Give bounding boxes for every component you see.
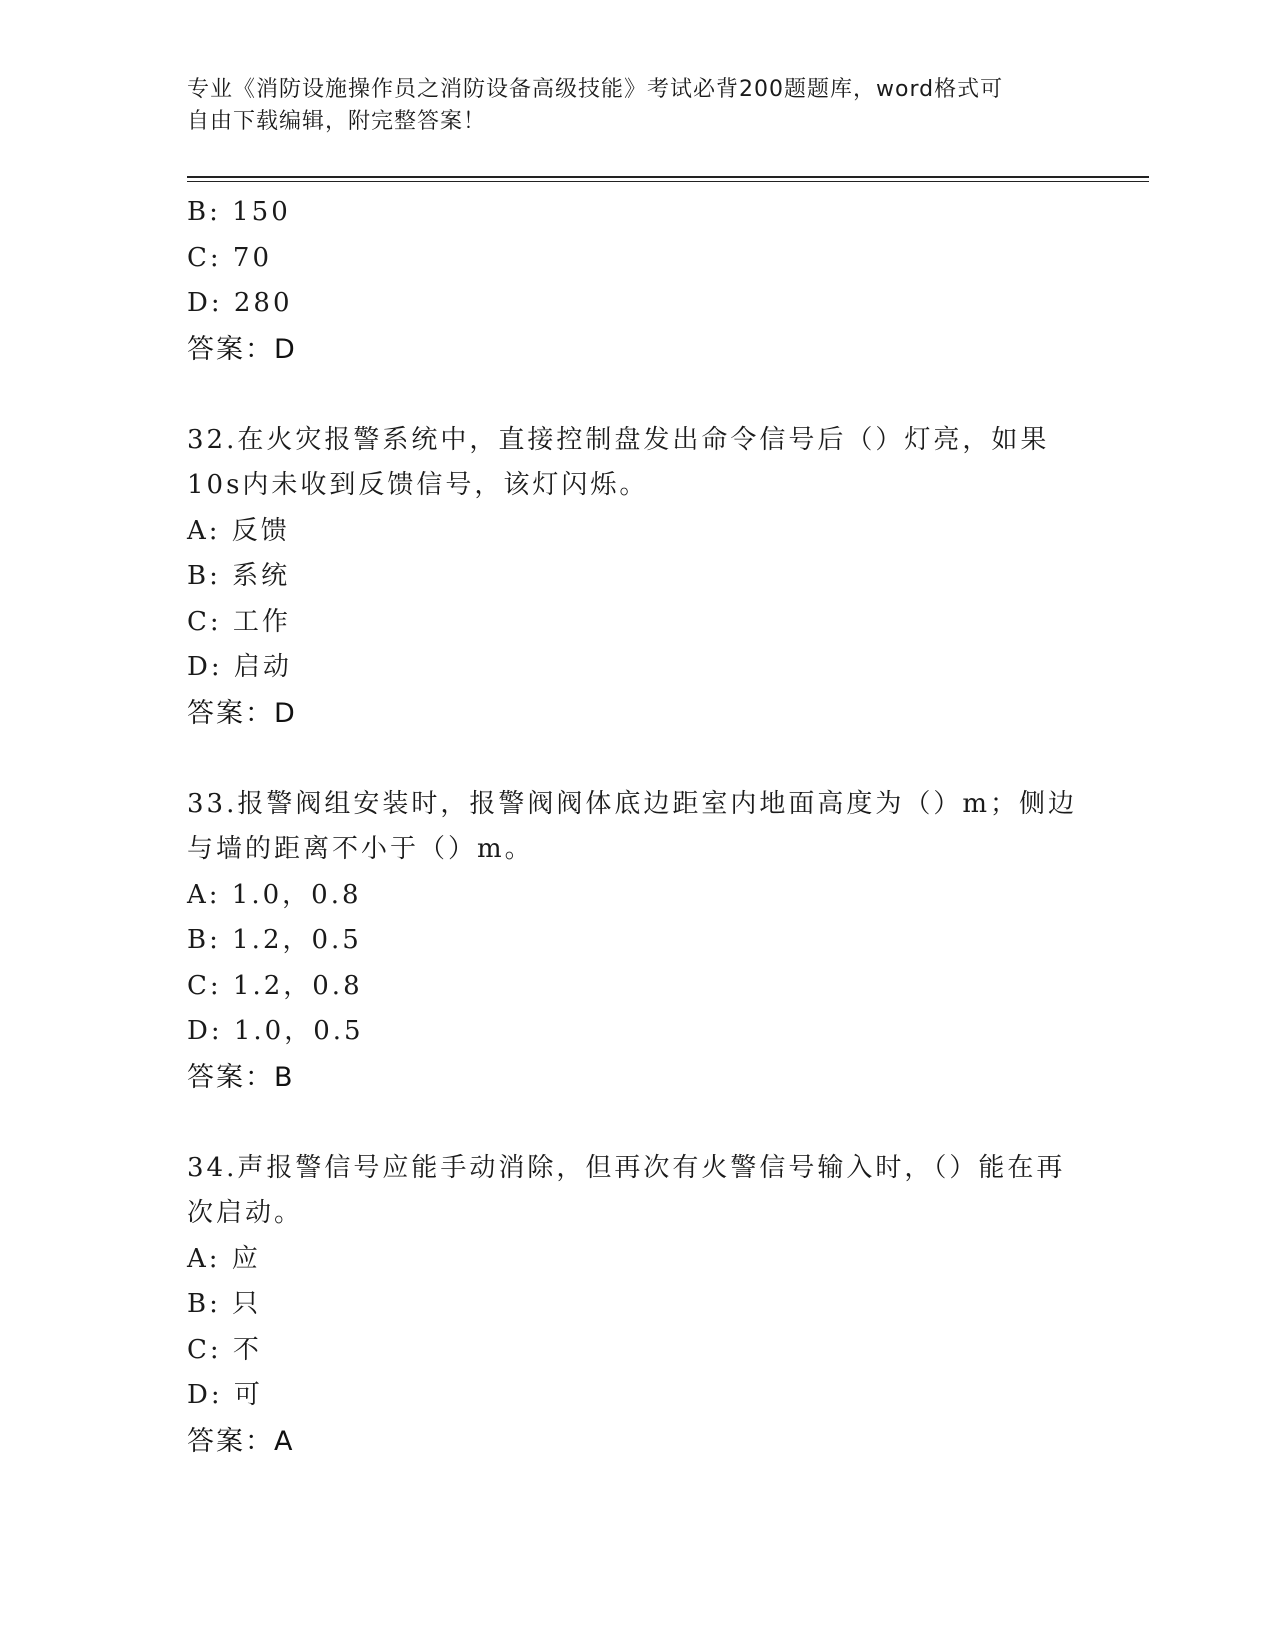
question-list	[187, 190, 1087, 1464]
question-stem-line-2: 10s内未收到反馈信号，该灯闪烁。	[187, 470, 649, 500]
header-title-line-2: 自由下载编辑，附完整答案！	[187, 109, 487, 134]
option-d: D: 可	[187, 1380, 263, 1410]
option-b: B: 只	[187, 1289, 262, 1319]
option-d: D: 1.0，0.5	[187, 1016, 364, 1046]
option-b: B: 150	[187, 197, 291, 227]
option-d: D: 280	[187, 288, 293, 318]
option-a: A: 反馈	[187, 515, 290, 546]
question-stem-line-1: 32.在火灾报警系统中，直接控制盘发出命令信号后（）灯亮，如果	[187, 424, 1050, 455]
option-c: C: 1.2，0.8	[187, 970, 363, 1001]
option-b: B: 系统	[187, 561, 291, 591]
question-34	[187, 1146, 1087, 1465]
spacer	[187, 736, 1087, 782]
option-c: C: 工作	[187, 606, 291, 637]
header-divider-thick	[187, 176, 1149, 178]
option-a: A: 应	[187, 1243, 261, 1274]
answer-line: 答案：A	[187, 1425, 295, 1457]
question-stem-line-1: 34.声报警信号应能手动消除，但再次有火警信号输入时，（）能在再	[187, 1152, 1066, 1183]
answer-line: 答案：D	[187, 333, 297, 365]
option-d: D: 启动	[187, 652, 292, 682]
option-c: C: 不	[187, 1334, 262, 1365]
question-32	[187, 418, 1087, 737]
document-header	[187, 74, 1067, 138]
spacer	[187, 1100, 1087, 1146]
option-a: A: 1.0，0.8	[187, 879, 362, 910]
header-divider-thin	[187, 181, 1149, 182]
header-title-line-1: 专业《消防设施操作员之消防设备高级技能》考试必背200题题库，word格式可	[187, 77, 1004, 102]
question-stem-line-2: 与墙的距离不小于（）m。	[187, 834, 534, 864]
answer-line: 答案：B	[187, 1061, 295, 1093]
question-33	[187, 782, 1087, 1101]
question-stem-line-2: 次启动。	[187, 1198, 304, 1228]
option-b: B: 1.2，0.5	[187, 925, 362, 955]
option-c: C: 70	[187, 242, 273, 273]
spacer	[187, 372, 1087, 418]
answer-line: 答案：D	[187, 697, 297, 729]
question-stem-line-1: 33.报警阀组安装时，报警阀阀体底边距室内地面高度为（）m；侧边	[187, 788, 1078, 819]
question-31-continued	[187, 190, 1087, 372]
